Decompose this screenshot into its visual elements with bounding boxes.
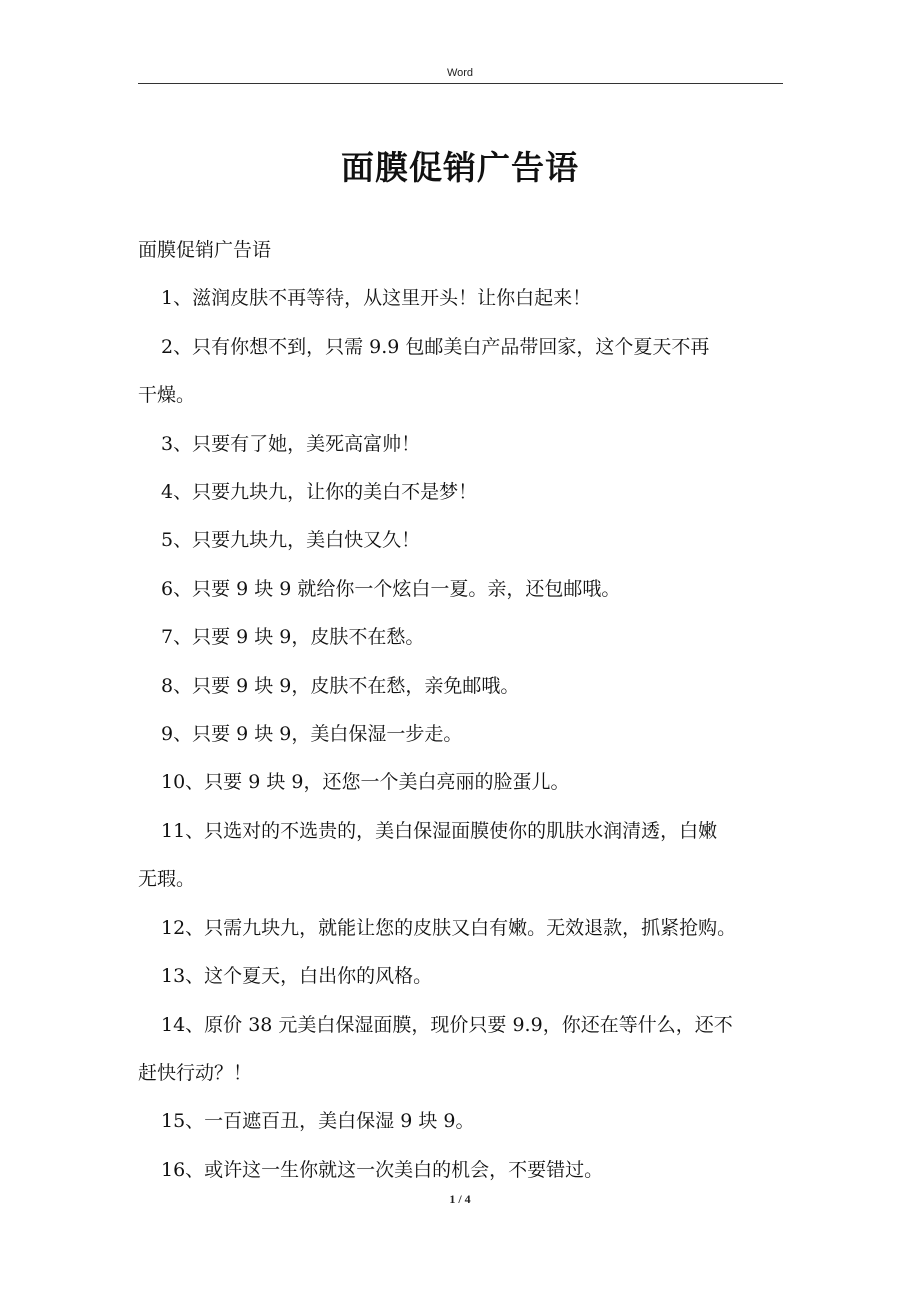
document-title: 面膜促销广告语 (341, 148, 579, 187)
slogan-item: 15、一百遮百丑，美白保湿 9 块 9。 (161, 1110, 475, 1133)
document-body (138, 226, 783, 1194)
slogan-item: 13、这个夏天，白出你的风格。 (161, 965, 433, 988)
slogan-item: 14、原价 38 元美白保湿面膜，现价只要 9.9，你还在等什么，还不 (161, 1013, 733, 1036)
slogan-item: 10、只要 9 块 9，还您一个美白亮丽的脸蛋儿。 (161, 771, 570, 794)
slogan-item: 11、只选对的不选贵的，美白保湿面膜使你的肌肤水润清透，白嫩 (161, 819, 718, 842)
slogan-item: 2、只有你想不到，只需 9.9 包邮美白产品带回家，这个夏天不再 (161, 335, 710, 358)
slogan-list (138, 274, 783, 1194)
slogan-item: 8、只要 9 块 9，皮肤不在愁，亲免邮哦。 (161, 674, 520, 697)
page-indicator: 1 / 4 (449, 1192, 471, 1206)
slogan-item: 12、只需九块九，就能让您的皮肤又白有嫩。无效退款，抓紧抢购。 (161, 916, 737, 939)
slogan-item: 16、或许这一生你就这一次美白的机会，不要错过。 (161, 1158, 604, 1181)
slogan-item-continuation: 赶快行动？！ (138, 1061, 253, 1084)
slogan-item-continuation: 无瑕。 (138, 868, 196, 891)
header-rule (138, 83, 783, 84)
slogan-item: 3、只要有了她，美死高富帅！ (161, 432, 421, 455)
slogan-item: 6、只要 9 块 9 就给你一个炫白一夏。亲，还包邮哦。 (161, 577, 621, 600)
slogan-item: 9、只要 9 块 9，美白保湿一步走。 (161, 723, 463, 746)
intro-line: 面膜促销广告语 (138, 239, 272, 261)
header-label: Word (446, 67, 474, 79)
slogan-item: 7、只要 9 块 9，皮肤不在愁。 (161, 626, 425, 649)
slogan-item: 1、滋润皮肤不再等待，从这里开头！让你白起来！ (161, 287, 592, 310)
slogan-item: 5、只要九块九，美白快又久！ (161, 529, 421, 552)
slogan-item: 4、只要九块九，让你的美白不是梦！ (161, 481, 478, 504)
slogan-item-continuation: 干燥。 (138, 384, 196, 407)
